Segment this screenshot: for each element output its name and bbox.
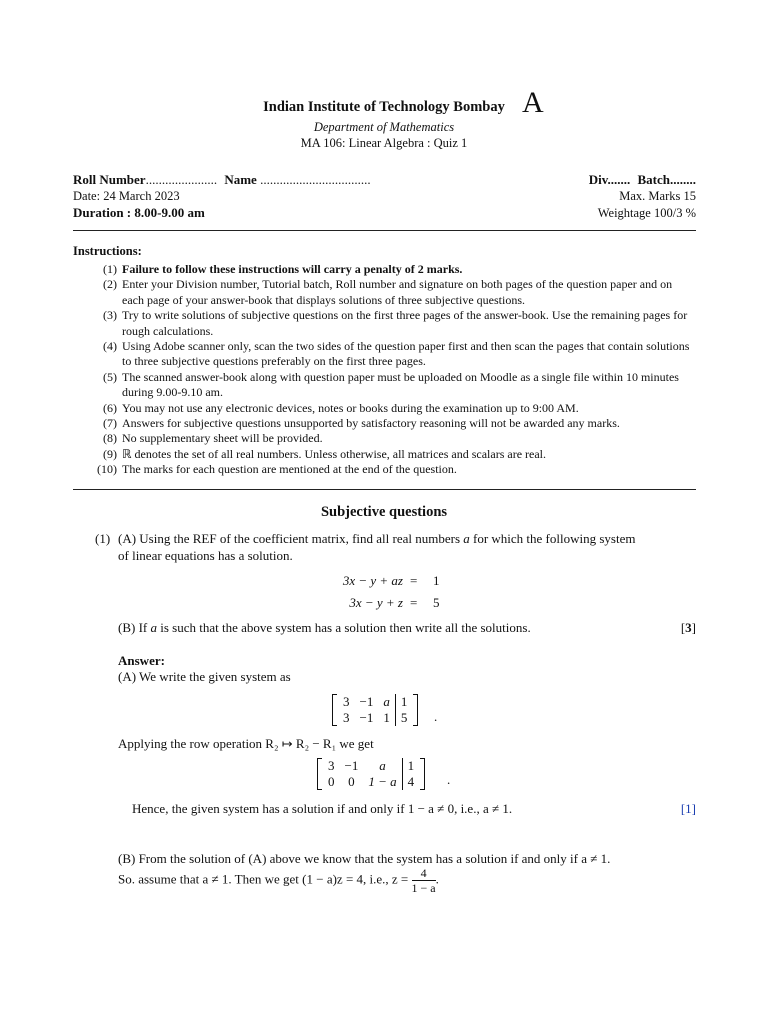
question-marks: [3] [680, 620, 696, 635]
batch-label: Batch........ [637, 172, 696, 187]
matrix-cell: 1 [402, 758, 419, 774]
instructions-heading: Instructions: [73, 244, 142, 258]
roll-dots: ...................... [145, 172, 218, 187]
answer-part-b-line1: (B) From the solution of (A) above we know that the system has a solution if and only if a ≠ 1. [118, 851, 611, 866]
department-name: Department of Mathematics [313, 120, 455, 134]
answer-part-b-line2: So. assume that a ≠ 1. Then we get (1 − a)z = 4, i.e., z = $\frac{4}{1 - a}$ . [118, 866, 439, 895]
matrix-cell: 1 [395, 694, 412, 710]
question-part-a: (A) Using the REF of the coefficient matrix, find all real numbers a for which the following system [118, 531, 636, 546]
instruction-item [73, 262, 696, 277]
eq2-equals: = [410, 595, 418, 610]
matrix-cell: 1 [383, 710, 390, 725]
instruction-item [73, 416, 696, 431]
fraction: $\frac{4}{1 - a}$ [411, 866, 436, 895]
instruction-item [73, 277, 696, 308]
instruction-number: (2) [103, 277, 117, 292]
matrix1-period: . [434, 709, 438, 724]
paper-set-letter: A [522, 86, 544, 119]
eq1-equals: = [410, 573, 418, 588]
instruction-text: ℝ denotes the set of all real numbers. Unless otherwise, all matrices and scalars are real. [122, 446, 547, 461]
question-number: (1) [95, 531, 111, 546]
divider-top [73, 230, 696, 231]
matrix-cell: 3 [343, 694, 350, 709]
duration: Duration : 8.00-9.00 am [73, 205, 205, 220]
section-title: Subjective questions [320, 504, 448, 520]
exam-date: Date: 24 March 2023 [73, 189, 180, 203]
max-marks: Max. Marks 15 [619, 189, 696, 203]
question-part-b: (B) If a is such that the above system has a solution then write all the solutions. [118, 620, 531, 635]
instruction-number: (3) [103, 308, 117, 323]
matrix-cell: 0 [328, 774, 335, 789]
instruction-number: (10) [97, 462, 117, 477]
instruction-number: (7) [103, 416, 117, 431]
partial-marks: [1] [680, 801, 696, 816]
matrix-cell: 3 [328, 758, 335, 773]
eq2-rhs: 5 [433, 595, 440, 610]
eq2-lhs: 3x − y + z [349, 595, 403, 610]
instruction-text: Enter your Division number, Tutorial batch, Roll number and signature on both pages of the question paper and on each page of your answer-book that displays solutions of three subjective questions. [122, 277, 673, 307]
matrix-cell: a [383, 694, 390, 709]
matrix-cell: −1 [359, 694, 374, 709]
matrix-cell: −1 [359, 710, 374, 725]
instruction-number: (9) [103, 446, 117, 461]
institute-name: Indian Institute of Technology Bombay [263, 99, 505, 115]
matrix-cell: 1 − a [368, 774, 397, 789]
matrix-cell: 4 [402, 774, 419, 790]
augmented-matrix-1 [338, 694, 412, 726]
course-title: MA 106: Linear Algebra : Quiz 1 [300, 136, 468, 150]
weightage: Weightage 100/3 % [597, 206, 696, 220]
roll-label: Roll Number [73, 172, 146, 187]
instructions-list [73, 262, 696, 478]
name-dots: .................................. [260, 172, 371, 187]
instruction-item [73, 401, 696, 416]
instruction-item [73, 308, 696, 339]
instruction-number: (4) [103, 339, 117, 354]
answer-line1: (A) We write the given system as [118, 669, 291, 684]
div-label: Div....... [588, 172, 631, 187]
name-label: Name [224, 172, 257, 187]
instruction-text: Using Adobe scanner only, scan the two sides of the question paper first and then scan the pages that contain solutions to three subjective questions preferably on the first three pages. [122, 339, 690, 369]
instruction-text: No supplementary sheet will be provided. [122, 431, 323, 446]
roll-name-line [73, 172, 371, 188]
instruction-item [73, 370, 696, 401]
matrix-cell: −1 [344, 758, 359, 773]
div-batch-line [589, 172, 696, 188]
instruction-number: (6) [103, 400, 117, 415]
divider-mid [73, 489, 696, 490]
answer-heading: Answer: [118, 653, 165, 668]
instruction-text: Try to write solutions of subjective questions on the first three pages of the answer-book. Use the remaining pages for rough calculations. [122, 308, 688, 338]
matrix-cell: 3 [343, 710, 350, 725]
instruction-text: Failure to follow these instructions will carry a penalty of 2 marks. [122, 262, 463, 276]
instruction-text: The scanned answer-book along with question paper must be uploaded on Moodle as a single file within 10 minutes during 9.00-9.10 am. [122, 369, 679, 400]
answer-conclusion: Hence, the given system has a solution if and only if 1 − a ≠ 0, i.e., a ≠ 1. [132, 801, 513, 816]
eq1-lhs: 3x − y + az [342, 573, 403, 588]
question-part-a-line2: of linear equations has a solution. [118, 548, 293, 563]
instruction-item [73, 431, 696, 446]
augmented-matrix-2 [323, 758, 419, 790]
instruction-text: You may not use any electronic devices, notes or books during the examination up to 9:00 AM. [122, 400, 579, 415]
matrix-cell: a [379, 758, 386, 773]
instruction-text: The marks for each question are mentioned at the end of the question. [122, 462, 457, 477]
instruction-number: (1) [103, 262, 117, 276]
instruction-item [73, 339, 696, 370]
matrix2-period: . [447, 772, 451, 787]
eq1-rhs: 1 [433, 573, 440, 588]
instruction-item [73, 462, 696, 477]
instruction-item [73, 447, 696, 462]
matrix-cell: 5 [395, 710, 412, 726]
instruction-number: (8) [103, 431, 117, 446]
row-operation-text: Applying the row operation R₂ ↦ R₂ − R₁ we get [118, 736, 374, 751]
instruction-text: Answers for subjective questions unsupported by satisfactory reasoning will not be awarded any marks. [122, 416, 620, 431]
instruction-number: (5) [103, 369, 117, 384]
matrix-cell: 0 [348, 774, 355, 789]
